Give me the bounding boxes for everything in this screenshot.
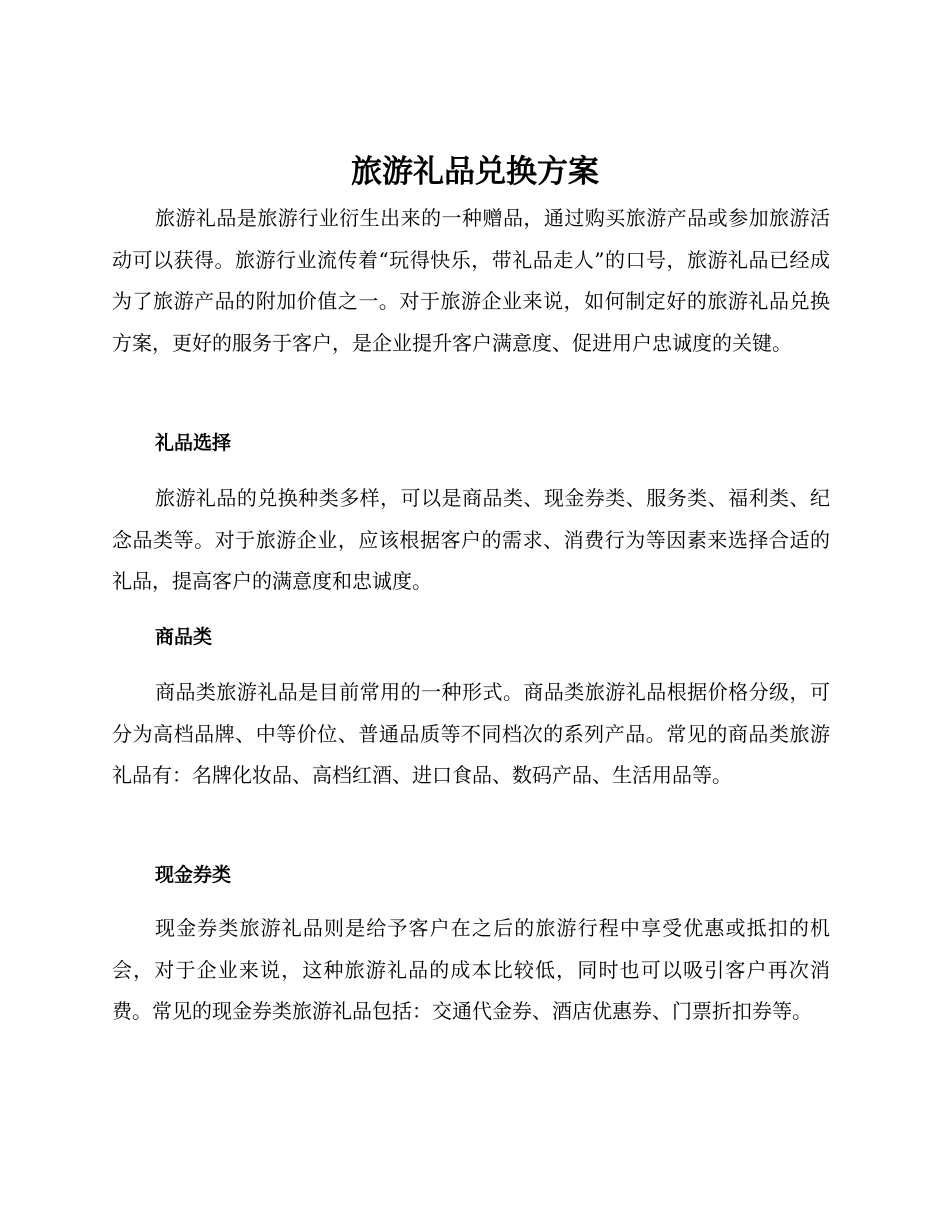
section-body-gift-selection: 旅游礼品的兑换种类多样，可以是商品类、现金券类、服务类、福利类、纪念品类等。对于旅游企业，应该根据客户的需求、消费行为等因素来选择合适的礼品，提高客户的满意度和忠诚度。: [112, 486, 830, 593]
section-body-goods: 商品类旅游礼品是目前常用的一种形式。商品类旅游礼品根据价格分级，可分为高档品牌、中等价位、普通品质等不同档次的系列产品。常见的商品类旅游礼品有：名牌化妆品、高档红酒、进口食品、数码产品、生活用品等。: [112, 680, 830, 787]
document-title: 旅游礼品兑换方案: [351, 154, 599, 190]
section-heading-cash-coupon: 现金券类: [155, 864, 232, 886]
intro-paragraph: 旅游礼品是旅游行业衍生出来的一种赠品，通过购买旅游产品或参加旅游活动可以获得。旅游行业流传着“玩得快乐，带礼品走人”的口号，旅游礼品已经成为了旅游产品的附加价值之一。对于旅游企业来说，如何制定好的旅游礼品兑换方案，更好的服务于客户，是企业提升客户满意度、促进用户忠诚度的关键。: [112, 206, 830, 355]
section-heading-gift-selection: 礼品选择: [155, 432, 232, 454]
section-heading-goods: 商品类: [155, 626, 213, 648]
section-body-cash-coupon: 现金券类旅游礼品则是给予客户在之后的旅游行程中享受优惠或抵扣的机会，对于企业来说，这种旅游礼品的成本比较低，同时也可以吸引客户再次消费。常见的现金券类旅游礼品包括：交通代金券、酒店优惠券、门票折扣券等。: [112, 916, 830, 1023]
